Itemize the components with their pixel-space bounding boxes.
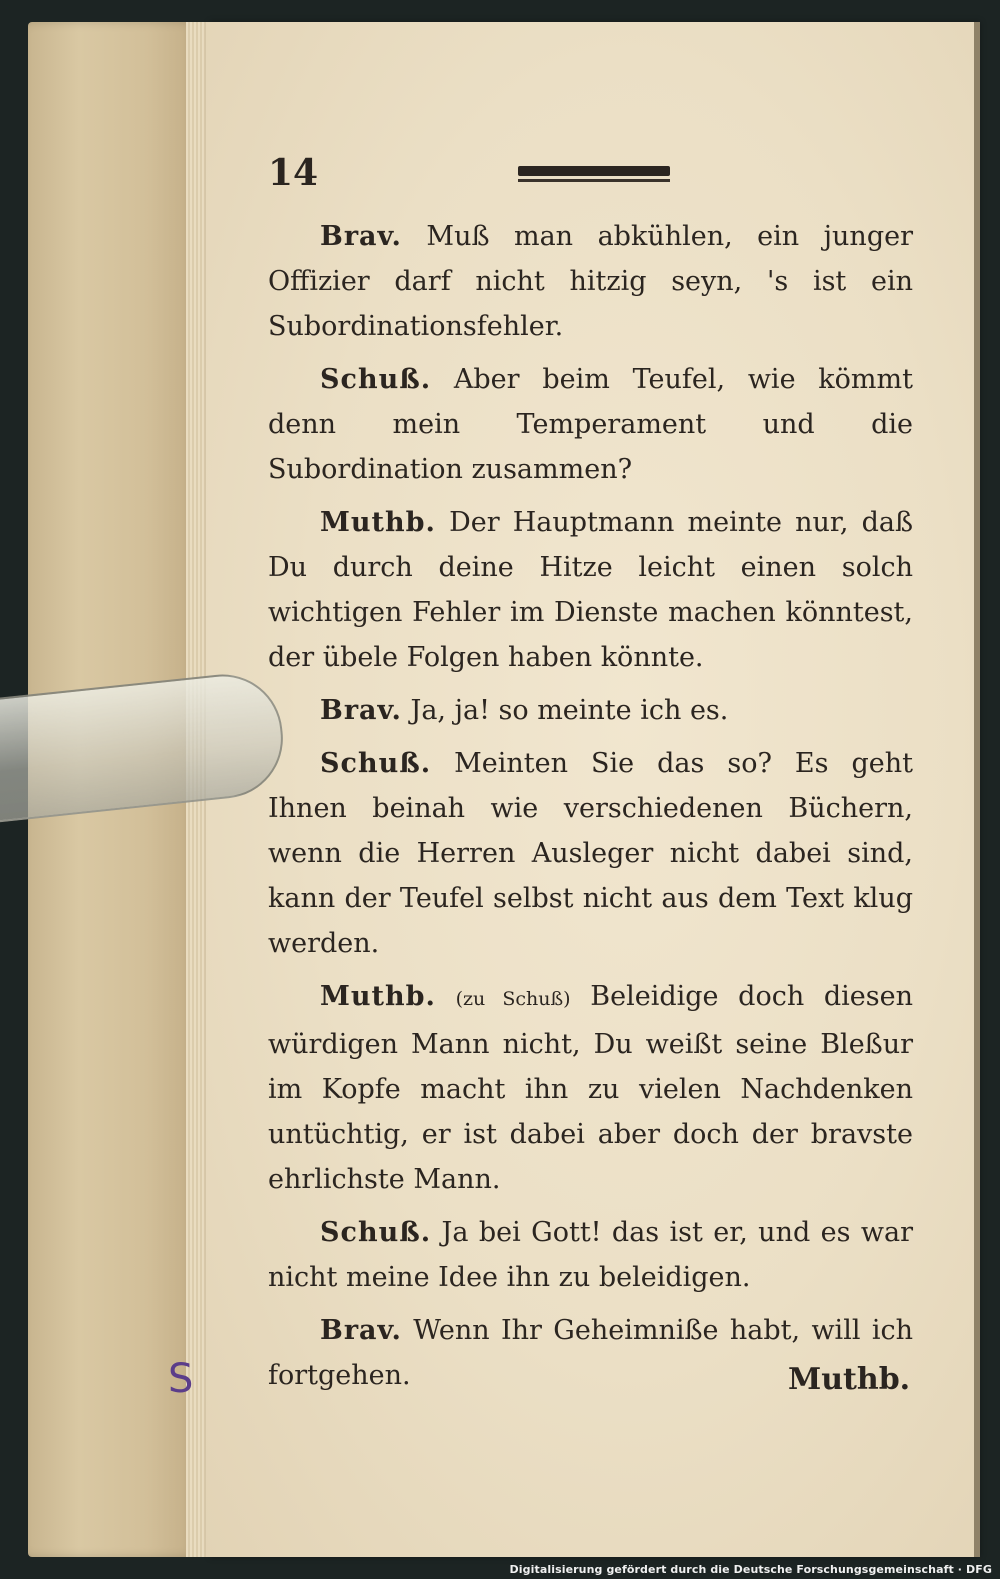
page-right-edge <box>974 22 980 1557</box>
library-stamp-mark: S <box>168 1356 194 1402</box>
speaker-name: Schuß. <box>320 748 432 779</box>
dialogue-paragraph <box>268 741 913 966</box>
dialogue-text: Muß man abkühlen, ein junger Offizier darf nicht hitzig seyn, 's ist ein Subordinationsfehler. <box>268 221 913 342</box>
speaker-name: Brav. <box>320 695 402 726</box>
speaker-name: Muthb. <box>320 981 436 1012</box>
dialogue-text: Der Hauptmann meinte nur, daß Du durch deine Hitze leicht einen solch wichtigen Fehler im Dienste machen könntest, der übele Folgen haben könnte. <box>268 507 913 673</box>
speaker-name: Schuß. <box>320 1217 432 1248</box>
speaker-name: Brav. <box>320 1315 402 1346</box>
catchword: Muthb. <box>788 1362 911 1397</box>
dialogue-text: Wenn Ihr Geheimniße habt, will ich fortgehen. <box>268 1315 913 1391</box>
speaker-name: Schuß. <box>320 364 432 395</box>
page-text <box>268 214 913 1406</box>
dialogue-text: Meinten Sie das so? Es geht Ihnen beinah wie verschiedenen Büchern, wenn die Herren Ausleger nicht dabei sind, kann der Teufel selbst nicht aus dem Text klug werden. <box>268 748 913 959</box>
dialogue-paragraph <box>268 214 913 349</box>
dialogue-paragraph <box>268 974 913 1202</box>
speaker-name: Brav. <box>320 221 402 252</box>
dialogue-text: Ja, ja! so meinte ich es. <box>410 695 729 726</box>
speaker-name: Muthb. <box>320 507 436 538</box>
dialogue-text: Beleidige doch diesen würdigen Mann nicht, Du weißt seine Bleßur im Kopfe macht ihn zu vielen Nachdenken untüchtig, er ist dabei aber doch der bravste ehrlichste Mann. <box>268 981 914 1195</box>
stage-direction: (zu Schuß) <box>455 988 571 1010</box>
digitization-credit: Digitalisierung gefördert durch die Deutsche Forschungsgemeinschaft · DFG <box>509 1563 992 1576</box>
dialogue-paragraph <box>268 500 913 680</box>
page-number: 14 <box>268 152 319 194</box>
dialogue-paragraph <box>268 1210 913 1300</box>
dialogue-paragraph <box>268 688 913 733</box>
dialogue-text: Aber beim Teufel, wie kömmt denn mein Temperament und die Subordination zusammen? <box>268 364 913 485</box>
header-rule-thin <box>518 179 670 182</box>
dialogue-text: Ja bei Gott! das ist er, und es war nicht meine Idee ihn zu beleidigen. <box>268 1217 913 1293</box>
dialogue-paragraph <box>268 357 913 492</box>
header-rule <box>518 166 670 176</box>
